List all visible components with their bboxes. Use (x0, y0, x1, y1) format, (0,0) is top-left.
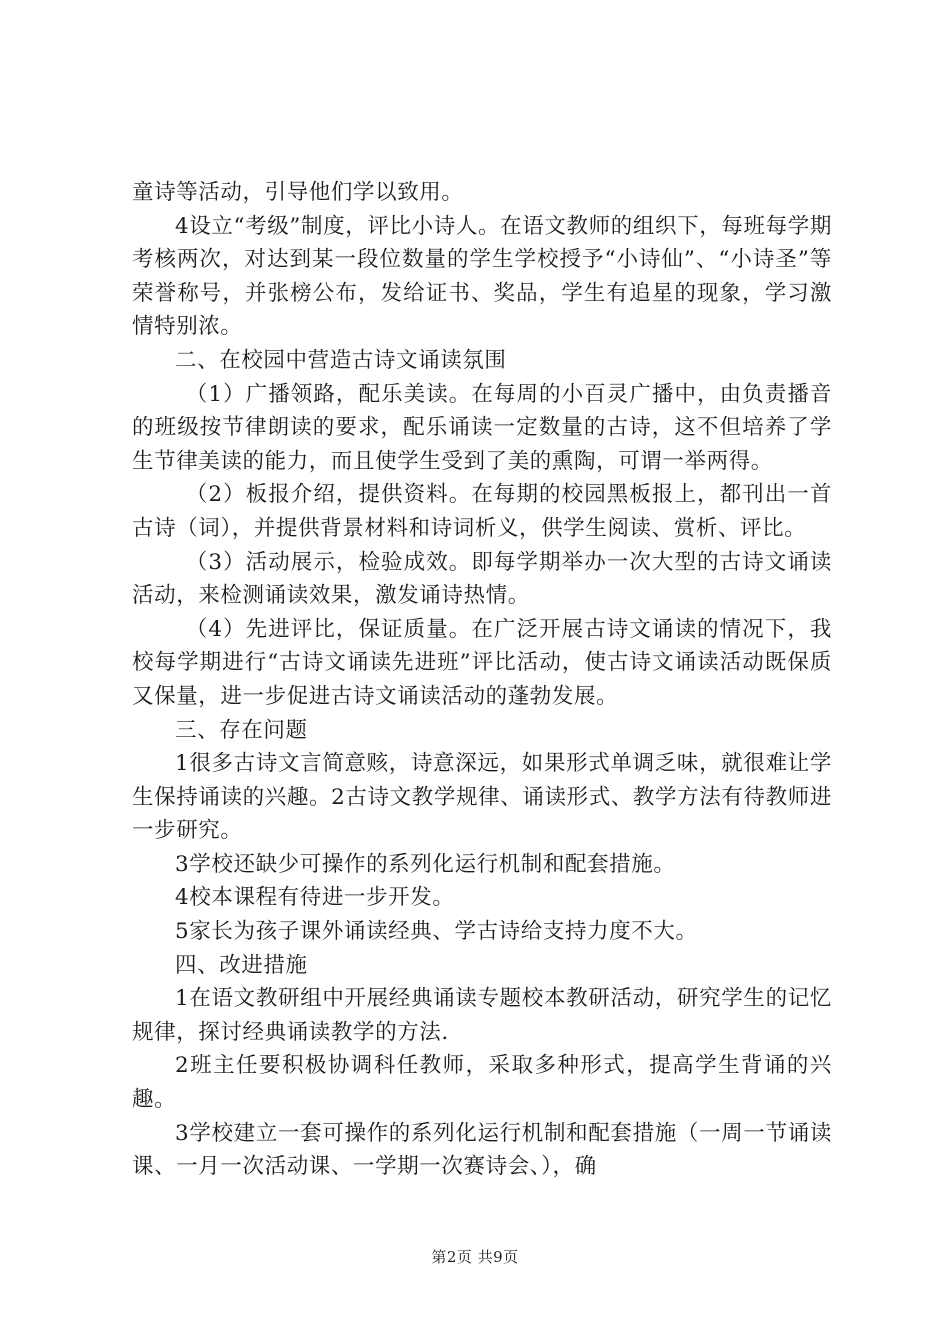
paragraph-problem-4: 4校本课程有待进一步开发。 (175, 885, 455, 911)
section-heading-improvements: 四、改进措施 (175, 952, 308, 978)
paragraph-improvement-2: 2班主任要积极协调科任教师，采取多种形式，提高学生背诵的兴趣。 (132, 1053, 832, 1113)
section-heading-atmosphere: 二、在校园中营造古诗文诵读氛围 (175, 347, 507, 373)
paragraph-blackboard: （2）板报介绍，提供资料。在每期的校园黑板报上，都刊出一首古诗（词），并提供背景材料和诗词析义，供学生阅读、赏析、评比。 (132, 482, 832, 541)
paragraph-advanced-evaluation: （4）先进评比，保证质量。在广泛开展古诗文诵读的情况下，我校每学期进行“古诗文诵读先进班”评比活动，使古诗文诵读活动既保质又保量，进一步促进古诗文诵读活动的蓬勃发展。 (132, 616, 832, 709)
page-number: 第2页 共9页 (431, 1248, 519, 1266)
paragraph-improvement-1: 1在语文教研组中开展经典诵读专题校本教研活动，研究学生的记忆规律，探讨经典诵读教学的方法. (132, 986, 832, 1045)
document-body (132, 176, 832, 1184)
section-heading-problems: 三、存在问题 (175, 717, 308, 743)
paragraph-activity-display: （3）活动展示，检验成效。即每学期举办一次大型的古诗文诵读活动，来检测诵读效果，激发诵诗热情。 (132, 549, 832, 609)
paragraph-continuation: 童诗等活动，引导他们学以致用。 (132, 180, 464, 205)
paragraph-problem-3: 3学校还缺少可操作的系列化运行机制和配套措施。 (175, 851, 676, 877)
paragraph-broadcast: （1）广播领路，配乐美读。在每周的小百灵广播中，由负责播音的班级按节律朗读的要求，配乐诵读一定数量的古诗，这不但培养了学生节律美读的能力，而且使学生受到了美的熏陶，可谓一举两得。 (132, 381, 832, 474)
paragraph-problem-1-2: 1很多古诗文言简意赅，诗意深远，如果形式单调乏味，就很难让学生保持诵读的兴趣。2古诗文教学规律、诵读形式、教学方法有待教师进一步研究。 (132, 751, 832, 844)
paragraph-grading-system: 4设立“考级”制度，评比小诗人。在语文教师的组织下，每班每学期考核两次，对达到某一段位数量的学生学校授予“小诗仙”、“小诗圣”等荣誉称号，并张榜公布，发给证书、奖品，学生有追星的现象，学习激情特别浓。 (132, 213, 832, 340)
paragraph-problem-5: 5家长为孩子课外诵读经典、学古诗给支持力度不大。 (175, 919, 698, 945)
paragraph-improvement-3: 3学校建立一套可操作的系列化运行机制和配套措施（一周一节诵读课、一月一次活动课、一学期一次赛诗会、），确 (132, 1120, 832, 1180)
page-footer (0, 1246, 950, 1267)
